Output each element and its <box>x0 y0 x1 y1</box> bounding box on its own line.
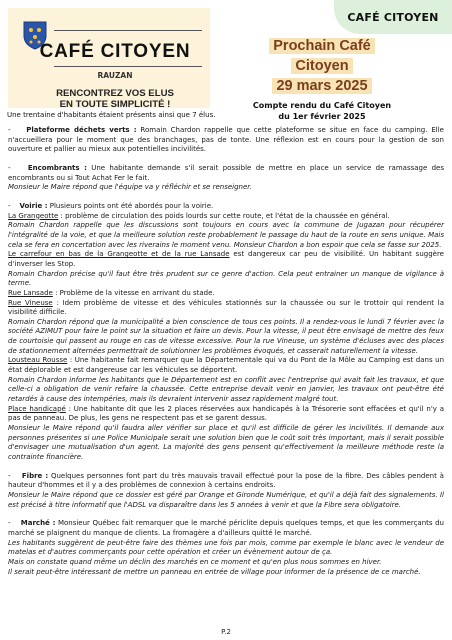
reply: Romain Chardon informe les habitants que le Département est en conflit avec l'entreprise qui avait fait les travaux, et que celle-ci a obligation de venir refaire la chaussée. Cette entreprise devait venir en janvier, les travaux ont peut-être été retardés à cause des intempéries, mais ils devraient intervenir assez rapidement malgré tout. <box>8 375 444 404</box>
paragraph: - Fibre : Quelques personnes font part du très mauvais travail effectué pour la pose de la fibre. Des câbles pendent à hauteur d'hommes et il y a des problèmes de connexion à certains endroits. <box>8 471 444 490</box>
paragraph: - Marché : Monsieur Québec fait remarquer que le marché périclite depuis quelques temps, et que les commerçants du marché se plaignent du manque de clients. La fromagère a d'ailleurs quitté le marché. <box>8 519 444 537</box>
paragraph: Rue Lansade : Problème de la vitesse en arrivant du stade. <box>8 288 215 297</box>
next-date: 29 mars 2025 <box>272 78 371 94</box>
topic-label: Lousteau Rousse <box>8 356 68 365</box>
reply: Monsieur le Maire répond que ce dossier est géré par Orange et Gironde Numérique, et qu'il a déjà fait des signalements. Il est précisé à titre informatif que l'ADSL va disparaître dans les 5 années à venir et que la Fibre sera obligatoire. <box>8 490 444 509</box>
paragraph: Lousteau Rousse : Une habitante fait remarquer que la Départementale qui va du Pont de la Môle au Camping est dans un état déplorable et est dangereuse car les véhicules se déportent. <box>8 356 445 375</box>
topic-label: Rue Lansade <box>8 288 53 297</box>
reply: Romain Chardon précise qu'il faut être très prudent sur ce genre d'action. Cela peut entrainer un manque de vigilance à terme. <box>8 269 444 288</box>
page-number: P.2 <box>221 628 231 636</box>
report-line: du 1er février 2025 <box>278 112 366 121</box>
divider <box>54 66 202 67</box>
section-title: Encombrants : <box>27 163 87 172</box>
topic-label: Rue Vineuse <box>8 298 53 307</box>
slogan <box>20 88 210 110</box>
section-title: Plateforme déchets verts : <box>26 126 137 134</box>
topic-label: Place handicapé <box>8 404 66 413</box>
section-title: Fibre : <box>21 471 49 480</box>
topic-label: La Grangeotte <box>8 211 59 220</box>
reply: Romain Chardon répond que la municipalité a bien conscience de tous ces points. Il a rendez-vous le lundi 7 février avec la société AZIMUT pour faire le point sur la situation et faire un devis. Pour la vitesse, il peut être envisagé de mettre des feux de courtoisie qui passent au rouge en cas de vitesse excessive. Pour la rue Vineuse, un système d'écluses avec des places de stationnement alternées permettrait de solutionner les problèmes évoqués, et casserait naturellement la vitesse. <box>8 317 444 355</box>
intro-text: Une trentaine d'habitants étaient présents ainsi que 7 élus. <box>7 111 216 119</box>
town-name: RAUZAN <box>97 71 133 80</box>
slogan-line: RENCONTREZ VOS ELUS <box>56 88 174 99</box>
next-title-line: Citoyen <box>291 58 352 74</box>
reply: Monsieur le Maire répond que l'équipe va y réfléchir et se renseigner. <box>8 183 252 192</box>
tab-label: CAFÉ CITOYEN <box>347 10 439 24</box>
next-session <box>232 36 412 96</box>
reply: Romain Chardon rappelle que les discussions sont toujours en cours avec la commune de Jugazan pour récupérer l'intégralité de la voie, et que la meilleure solution reste probablement le passage du haut de la route en sens unique. Mais cela se fera en concertation avec les riverains le moment venu. Monsieur Chardon a bon espoir que cela se fasse sur 2025. <box>8 221 444 249</box>
slogan-line: EN TOUTE SIMPLICITÉ ! <box>59 99 171 110</box>
paragraph: Place handicapé : Une habitante dit que les 2 places réservées aux handicapés à la Trésorerie sont effacées et qu'il n'y a pas de panneau. De plus, les gens ne respectent pas et se garent dessus. <box>8 404 444 423</box>
report-body <box>8 126 444 577</box>
report-line: Compte rendu du Café Citoyen <box>252 101 392 110</box>
section-title: Marché : <box>20 519 56 528</box>
report-title <box>232 100 412 122</box>
reply: Il serait peut-être intéressant de mettre un panneau en entrée de village pour informer de la présence de ce marché. <box>8 567 421 576</box>
topic-label: Le carrefour en bas de la Grangeotte et de la rue Lansade <box>8 250 230 259</box>
paragraph: - Plateforme déchets verts : Romain Chardon rappelle que cette plateforme se situe en face du camping. Elle n'accueillera pour le moment que des branchages, pas de tonte. Une réflexion est en cours pour la gestion de son ouverture et pallier au mieux aux potentielles incivilités. <box>8 126 444 154</box>
logo-block <box>8 8 210 108</box>
paragraph: - Voirie : Plusieurs points ont été abordés pour la voirie. <box>8 201 214 210</box>
reply: Mais on constate quand même un déclin des marchés en ce moment et qu'en plus nous sommes en hiver. <box>8 557 382 566</box>
header-tab <box>334 0 452 34</box>
paragraph: Le carrefour en bas de la Grangeotte et de la rue Lansade est dangereux car peu de visibilité. Un habitant suggère d'inverser les Stop. <box>8 250 444 268</box>
reply: Monsieur le Maire répond qu'il faudra aller vérifier sur place et qu'il est difficile de gérer les incivilités. Il demande aux personnes présentes si une Police Municipale serait une solution bien que le coût soit très important, mais il serait possible d'envisager une mutualisation d'un agent. La majorité des gens pensent qu'effectivement la meilleure méthode reste la contrainte financière. <box>8 424 444 461</box>
paragraph: - Encombrants : Une habitante demande s'il serait possible de mettre en place un service de ramassage des encombrants ou si Tout Achat Fer le fait. <box>8 163 445 182</box>
section-title: Voirie : <box>19 201 48 210</box>
divider <box>54 30 202 31</box>
reply: Les habitants suggèrent de peut-être faire des thèmes une fois par mois, comme par exemple le blanc avec le vendeur de matelas et d'autres commerçants pour cette opération et créer un évènement autour de ça. <box>8 538 444 557</box>
paragraph: Rue Vineuse : Idem problème de vitesse et des véhicules stationnés sur la chaussée ou sur le trottoir qui rendent la visibilité difficile. <box>8 298 444 317</box>
paragraph: La Grangeotte : problème de circulation des poids lourds sur cette route, et l'état de la chaussée en général. <box>8 211 390 220</box>
next-title-line: Prochain Café <box>269 38 375 54</box>
brand-title: CAFÉ CITOYEN <box>39 41 191 62</box>
